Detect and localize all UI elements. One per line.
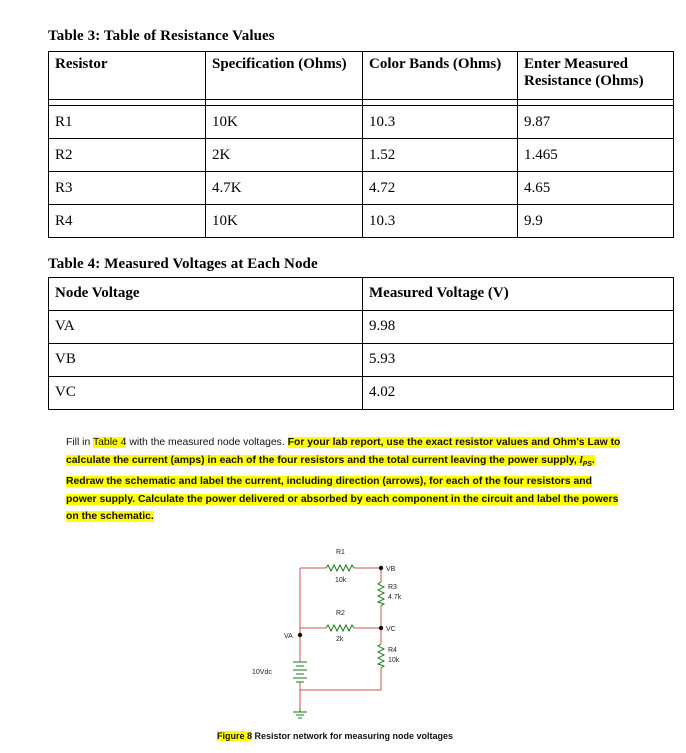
node-a-label: VA <box>284 633 293 640</box>
header-resistor: Resistor <box>49 52 206 100</box>
node-c-label: VC <box>386 626 396 633</box>
cell-resistor: R2 <box>49 139 206 172</box>
cell-voltage[interactable]: 5.93 <box>363 344 674 377</box>
highlighted-instruction: Calculate the power delivered or absorbed by each component in the circuit and label the powers on the schematic. <box>66 493 619 523</box>
ips-symbol: $I_{PS}$ <box>579 454 592 468</box>
cell-measured[interactable]: 1.465 <box>518 139 674 172</box>
cell-color: 10.3 <box>363 106 518 139</box>
header-measured-resistance: Enter Measured Resistance (Ohms) <box>518 52 674 100</box>
battery-icon <box>293 662 307 682</box>
figure-caption-text: Resistor network for measuring node voltages <box>252 731 454 741</box>
ground-icon <box>293 708 307 718</box>
cell-voltage[interactable]: 4.02 <box>363 377 674 410</box>
table-row <box>49 344 674 377</box>
cell-node: VC <box>49 377 363 410</box>
resistor-r3 <box>378 582 384 606</box>
header-measured-voltage: Measured Voltage (V) <box>363 278 674 311</box>
source-label: 10Vdc <box>252 669 272 676</box>
table-header-row <box>49 52 674 100</box>
r1-label: R1 <box>336 549 345 556</box>
resistance-table <box>48 51 674 238</box>
cell-resistor: R3 <box>49 172 206 205</box>
highlighted-instruction: For your lab report, use the exact resistor values and Ohm's Law to calculate the current (amps) in each of the four resistors and the total current leaving the power supply, $I_{PS}$. Redraw the schematic and label the current, including direction (arrows), for each of the four resistors and power supply. <box>66 437 621 505</box>
cell-color: 4.72 <box>363 172 518 205</box>
header-node-voltage: Node Voltage <box>49 278 363 311</box>
r1-value: 10k <box>335 577 347 584</box>
header-specification: Specification (Ohms) <box>206 52 363 100</box>
node-c-dot <box>379 626 383 630</box>
table-row <box>49 311 674 344</box>
table-reference: Table 4 <box>92 437 127 448</box>
table3-caption: Table 3: Table of Resistance Values <box>48 28 275 44</box>
table-header-row <box>49 278 674 311</box>
cell-voltage[interactable]: 9.98 <box>363 311 674 344</box>
r4-value: 10k <box>388 657 400 664</box>
cell-spec: 10K <box>206 106 363 139</box>
table-row <box>49 205 674 238</box>
cell-color: 10.3 <box>363 205 518 238</box>
cell-measured[interactable]: 4.65 <box>518 172 674 205</box>
circuit-schematic <box>240 540 430 725</box>
table-row <box>49 377 674 410</box>
r4-label: R4 <box>388 647 397 654</box>
cell-node: VA <box>49 311 363 344</box>
cell-spec: 10K <box>206 205 363 238</box>
cell-measured[interactable]: 9.87 <box>518 106 674 139</box>
cell-resistor: R1 <box>49 106 206 139</box>
cell-resistor: R4 <box>49 205 206 238</box>
cell-node: VB <box>49 344 363 377</box>
node-b-label: VB <box>386 566 396 573</box>
instructions-paragraph <box>66 434 622 526</box>
node-b-dot <box>379 566 383 570</box>
resistor-r1 <box>326 565 354 571</box>
cell-color: 1.52 <box>363 139 518 172</box>
r3-label: R3 <box>388 584 397 591</box>
table-row <box>49 139 674 172</box>
figure-caption <box>217 731 453 741</box>
node-a-dot <box>298 633 302 637</box>
cell-spec: 2K <box>206 139 363 172</box>
header-color-bands: Color Bands (Ohms) <box>363 52 518 100</box>
voltage-table <box>48 277 674 410</box>
r2-label: R2 <box>336 610 345 617</box>
table-row <box>49 106 674 139</box>
instructions-text: Fill in <box>66 437 93 448</box>
instructions-text: with the measured node voltages. <box>126 437 288 448</box>
table-row <box>49 172 674 205</box>
r2-value: 2k <box>336 636 344 643</box>
figure-label: Figure 8 <box>217 731 253 741</box>
r3-value: 4.7k <box>388 594 402 601</box>
resistor-r4 <box>378 644 384 668</box>
cell-spec: 4.7K <box>206 172 363 205</box>
resistor-r2 <box>326 625 354 631</box>
wire-right-bottom <box>300 668 381 690</box>
cell-measured[interactable]: 9.9 <box>518 205 674 238</box>
table4-caption: Table 4: Measured Voltages at Each Node <box>48 256 318 272</box>
